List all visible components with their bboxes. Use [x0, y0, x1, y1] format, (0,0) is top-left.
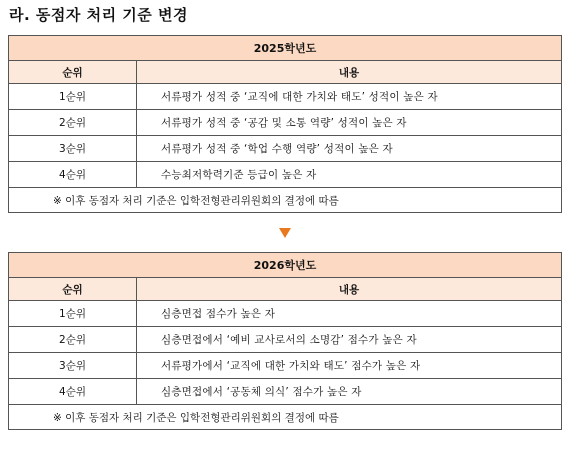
content-cell: 수능최저학력기준 등급이 높은 자	[137, 162, 562, 188]
table-row	[9, 84, 562, 110]
table-row	[9, 110, 562, 136]
column-header-rank: 순위	[9, 278, 137, 301]
rank-cell: 3순위	[9, 353, 137, 379]
content-cell: 서류평가 성적 중 ‘공감 및 소통 역량’ 성적이 높은 자	[137, 110, 562, 136]
note-2026: ※ 이후 동점자 처리 기준은 입학전형관리위원회의 결정에 따름	[9, 405, 562, 430]
content-cell: 서류평가 성적 중 ‘학업 수행 역량’ 성적이 높은 자	[137, 136, 562, 162]
rank-cell: 2순위	[9, 110, 137, 136]
rank-cell: 4순위	[9, 379, 137, 405]
content-cell: 심층면접 점수가 높은 자	[137, 301, 562, 327]
table-row	[9, 136, 562, 162]
section-heading: 라. 동점자 처리 기준 변경	[9, 6, 188, 24]
table-row	[9, 379, 562, 405]
rank-cell: 4순위	[9, 162, 137, 188]
content-cell: 심층면접에서 ‘공동체 의식’ 점수가 높은 자	[137, 379, 562, 405]
column-header-content: 내용	[137, 278, 562, 301]
table-row	[9, 162, 562, 188]
rank-cell: 1순위	[9, 84, 137, 110]
content-cell: 서류평가 성적 중 ‘교직에 대한 가치와 태도’ 성적이 높은 자	[137, 84, 562, 110]
rank-cell: 1순위	[9, 301, 137, 327]
table-row	[9, 353, 562, 379]
content-cell: 심층면접에서 ‘예비 교사로서의 소명감’ 점수가 높은 자	[137, 327, 562, 353]
table-2026	[8, 252, 562, 430]
table-2025	[8, 35, 562, 213]
down-arrow-icon	[279, 228, 291, 238]
table-row	[9, 327, 562, 353]
table-row	[9, 301, 562, 327]
year-header-2025: 2025학년도	[9, 36, 562, 61]
rank-cell: 2순위	[9, 327, 137, 353]
note-2025: ※ 이후 동점자 처리 기준은 입학전형관리위원회의 결정에 따름	[9, 188, 562, 213]
column-header-content: 내용	[137, 61, 562, 84]
year-header-2026: 2026학년도	[9, 253, 562, 278]
column-header-rank: 순위	[9, 61, 137, 84]
rank-cell: 3순위	[9, 136, 137, 162]
content-cell: 서류평가에서 ‘교직에 대한 가치와 태도’ 점수가 높은 자	[137, 353, 562, 379]
